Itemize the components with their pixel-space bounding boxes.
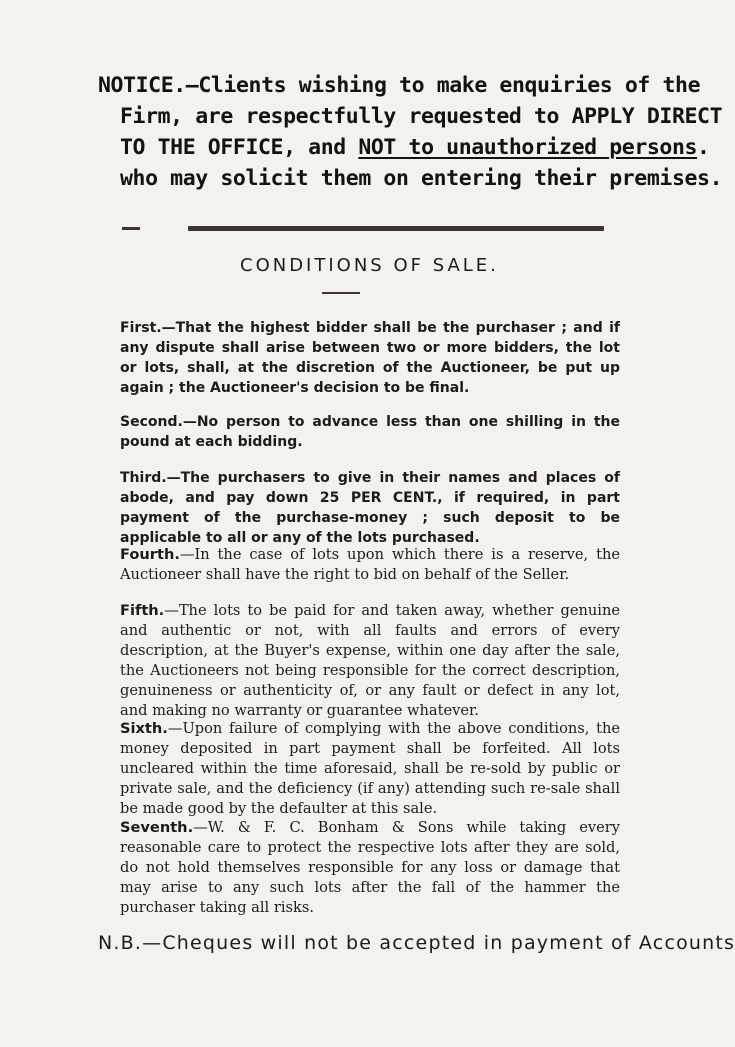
notice-line-3 — [98, 132, 710, 163]
condition-text: —The purchasers to give in their names and places of abode, and pay down 25 PER CENT., if required, in part payment of the purchase-money ; such deposit to be applicable to all or any of the lots purchased. — [120, 470, 620, 546]
notice-line-1: NOTICE.—Clients wishing to make enquiries of the — [98, 73, 701, 98]
condition-first — [120, 318, 620, 398]
condition-seventh — [120, 818, 620, 918]
notice-line-4: who may solicit them on entering their premises. — [120, 166, 723, 191]
condition-lead: Fourth. — [120, 546, 180, 563]
condition-lead: Sixth. — [120, 720, 168, 737]
heading-divider — [322, 292, 360, 294]
condition-text: —W. & F. C. Bonham & Sons while taking every reasonable care to protect the respective lots after they are sold, do not hold themselves responsible for any loss or damage that may arise to any such lots after the fall of the hammer the purchaser taking all risks. — [120, 819, 620, 916]
condition-lead: First. — [120, 320, 162, 336]
notice-line-2: Firm, are respectfully requested to APPLY DIRECT — [120, 104, 723, 129]
condition-sixth — [120, 719, 620, 819]
condition-text: —The lots to be paid for and taken away, whether genuine and authentic or not, with all faults and errors of every description, at the Buyer's expense, within one day after the sale, the Auctioneers not being responsible for the correct description, genuineness or authenticity of, or any fault or defect in any lot, and making no warranty or guarantee whatever. — [120, 602, 620, 719]
condition-text: —No person to advance less than one shilling in the pound at each bidding. — [120, 414, 620, 450]
conditions-heading: CONDITIONS OF SALE. — [240, 255, 499, 276]
condition-lead: Second. — [120, 414, 183, 430]
notice-line-3-end: . — [697, 135, 710, 160]
condition-fourth — [120, 545, 620, 585]
condition-text: —Upon failure of complying with the above conditions, the money deposited in part payment shall be forfeited. All lots uncleared within the time aforesaid, shall be re-sold by public or private sale, and the deficiency (if any) attending such re-sale shall be made good by the defaulter at this sale. — [120, 720, 620, 817]
condition-lead: Third. — [120, 470, 167, 486]
condition-lead: Fifth. — [120, 602, 165, 619]
condition-text: —In the case of lots upon which there is a reserve, the Auctioneer shall have the right to bid on behalf of the Seller. — [120, 546, 620, 583]
condition-fifth — [120, 601, 620, 721]
condition-second — [120, 412, 620, 452]
condition-third — [120, 468, 620, 548]
condition-text: —That the highest bidder shall be the purchaser ; and if any dispute shall arise between two or more bidders, the lot or lots, shall, at the discretion of the Auctioneer, be put up again ; the Auctioneer's decision to be final. — [120, 320, 620, 396]
divider-short — [122, 227, 140, 230]
divider-thick — [188, 226, 604, 231]
notice-underlined-phrase: NOT to unauthorized persons — [358, 135, 698, 160]
notice-line-3-start: TO THE OFFICE, and — [120, 135, 359, 160]
condition-lead: Seventh. — [120, 819, 194, 836]
notice-block — [98, 70, 723, 194]
nb-cheques-notice: N.B.—Cheques will not be accepted in payment of Accounts — [98, 932, 735, 954]
